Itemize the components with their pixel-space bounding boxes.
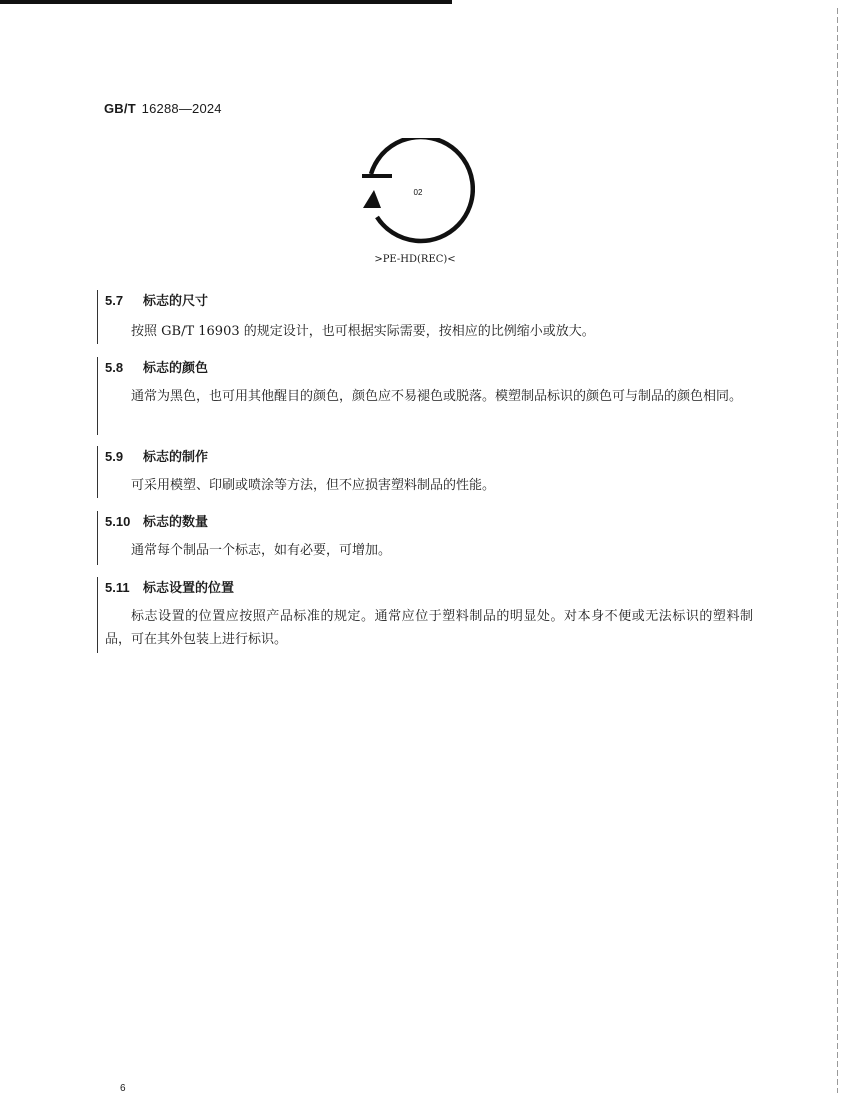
section-number: 5.10 — [105, 514, 131, 529]
page-number: 6 — [120, 1083, 126, 1094]
section-paragraph: 可采用模塑、印刷或喷涂等方法，但不应损害塑料制品的性能。 — [131, 478, 496, 493]
scan-edge-line — [837, 8, 838, 1093]
change-bar — [97, 446, 98, 498]
section-number: 5.7 — [105, 293, 124, 308]
recycling-symbol-icon — [355, 138, 475, 248]
change-bar — [97, 357, 98, 435]
top-border-rule — [0, 0, 452, 4]
change-bar — [97, 511, 98, 565]
change-bar — [97, 290, 98, 344]
section-title: 标志的制作 — [143, 449, 209, 464]
section-heading — [105, 577, 234, 596]
section-title: 标志设置的位置 — [143, 580, 235, 595]
section-number: 5.11 — [105, 580, 130, 595]
section-title: 标志的尺寸 — [143, 293, 209, 308]
section-number: 5.9 — [105, 449, 124, 464]
document-code-number: 16288—2024 — [141, 101, 222, 116]
document-code-prefix: GB/T — [104, 101, 136, 116]
section-paragraph: 按照 GB/T 16903 的规定设计，也可根据实际需要，按相应的比例缩小或放大。 — [131, 324, 595, 339]
section-heading — [105, 357, 208, 376]
section-heading — [105, 511, 208, 530]
section-number: 5.8 — [105, 360, 124, 375]
section-paragraph: 标志设置的位置应按照产品标准的规定。通常应位于塑料制品的明显处。对本身不便或无法标识的塑料制品，可在其外包装上进行标识。 — [105, 609, 753, 647]
section-paragraph: 通常每个制品一个标志，如有必要，可增加。 — [131, 543, 392, 558]
section-heading — [105, 446, 208, 465]
section-title: 标志的颜色 — [143, 360, 209, 375]
section-title: 标志的数量 — [143, 514, 209, 529]
symbol-caption: >PE-HD(REC)< — [374, 254, 456, 265]
section-heading — [105, 290, 208, 309]
symbol-number: 02 — [413, 188, 423, 197]
section-paragraph: 通常为黑色，也可用其他醒目的颜色，颜色应不易褪色或脱落。模塑制品标识的颜色可与制品的颜色相同。 — [131, 389, 743, 404]
change-bar — [97, 577, 98, 653]
document-code — [104, 101, 222, 116]
